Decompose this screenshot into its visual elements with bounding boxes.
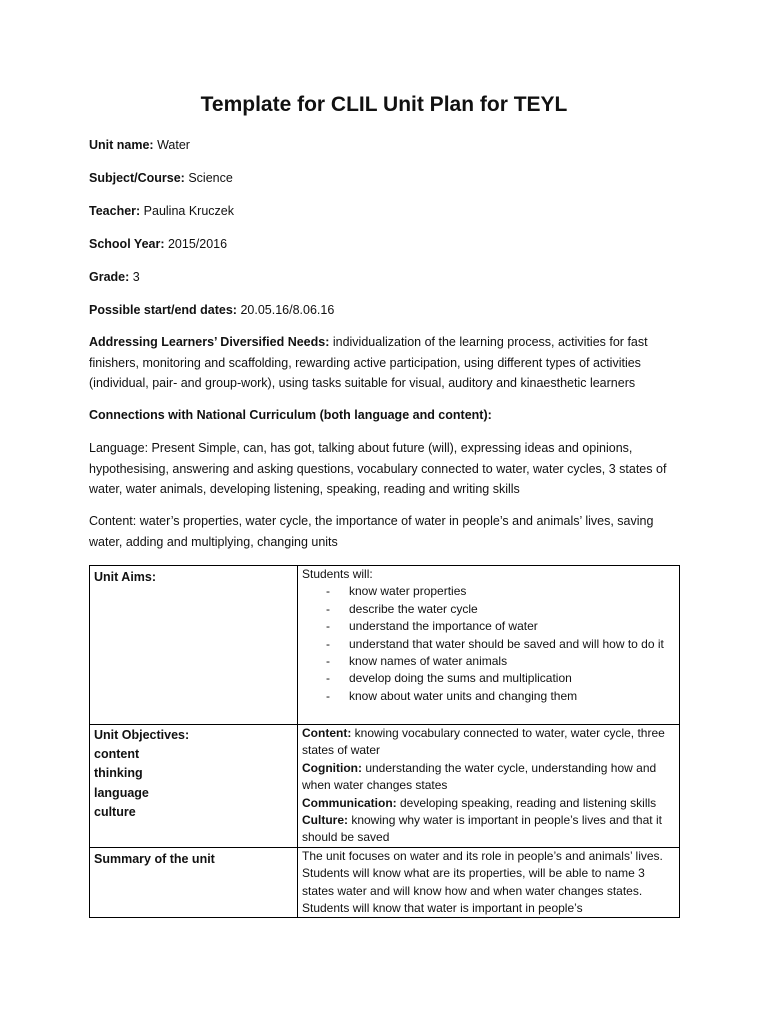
dash-bullet: - — [326, 671, 330, 686]
unit-objectives-cell — [298, 725, 680, 848]
unit-aims-row — [90, 566, 680, 725]
grade-field — [89, 270, 140, 284]
unit-objectives-label: Unit Objectives: content thinking language culture — [90, 725, 298, 848]
teacher-field — [89, 204, 234, 218]
teacher-label: Teacher: — [89, 204, 141, 218]
objective-culture: Culture: knowing why water is important in people’s lives and that it should be saved — [302, 813, 662, 845]
list-item: - know names of water animals — [302, 653, 675, 670]
list-item: - understand the importance of water — [302, 618, 675, 635]
teacher-value: Paulina Kruczek — [140, 204, 234, 218]
dash-bullet: - — [326, 636, 330, 651]
learners-needs-paragraph — [89, 332, 689, 394]
dash-bullet: - — [326, 601, 330, 616]
summary-label: Summary of the unit — [90, 847, 298, 918]
objective-content: Content: knowing vocabulary connected to water, water cycle, three states of water — [302, 726, 665, 758]
unit-aims-cell — [298, 566, 680, 725]
list-item: - know water properties — [302, 583, 675, 600]
language-paragraph: Language: Present Simple, can, has got, talking about future (will), expressing ideas and opinions, hypothesising, answering and asking questions, vocabulary connected to water, water cycles, 3 states of water, water animals, developing listening, speaking, reading and writing skills — [89, 441, 667, 496]
subject-label: Subject/Course: — [89, 171, 185, 185]
summary-cell: The unit focuses on water and its role in people’s and animals’ lives. Students will know what are its properties, will be able to name 3 states water and will know how and when water changes states. Students will know that water is important in people’s — [298, 847, 680, 918]
list-item: - develop doing the sums and multiplication — [302, 670, 675, 687]
unit-aims-intro: Students will: — [302, 567, 373, 581]
page-title: Template for CLIL Unit Plan for TEYL — [200, 93, 568, 116]
learners-needs-label: Addressing Learners’ Diversified Needs: — [89, 335, 330, 349]
dates-value: 20.05.16/8.06.16 — [236, 303, 335, 317]
grade-label: Grade: — [89, 270, 130, 284]
school-year-field — [89, 237, 227, 251]
unit-objectives-row — [90, 725, 680, 848]
dash-bullet: - — [326, 654, 330, 669]
list-item: - describe the water cycle — [302, 601, 675, 618]
dates-field — [89, 303, 334, 317]
dates-label: Possible start/end dates: — [89, 303, 237, 317]
unit-aims-label: Unit Aims: — [90, 566, 298, 725]
subject-field — [89, 171, 233, 185]
learners-needs-text: individualization of the learning process, activities for fast finishers, monitoring and scaffolding, rewarding active participation, using different types of activities (individual, pair- and group-work), using tasks suitable for visual, auditory and kinaesthetic learners — [89, 335, 648, 390]
dash-bullet: - — [326, 619, 330, 634]
dash-bullet: - — [326, 688, 330, 703]
unit-name-label: Unit name: — [89, 138, 154, 152]
school-year-value: 2015/2016 — [164, 237, 228, 251]
dash-bullet: - — [326, 584, 330, 599]
summary-row — [90, 847, 680, 918]
objective-cognition: Cognition: understanding the water cycle, understanding how and when water changes states — [302, 760, 657, 793]
unit-plan-table — [89, 565, 680, 918]
subject-value: Science — [184, 171, 233, 185]
school-year-label: School Year: — [89, 237, 165, 251]
connections-heading: Connections with National Curriculum (both language and content): — [89, 408, 492, 422]
unit-aims-list — [302, 583, 675, 705]
grade-value: 3 — [129, 270, 140, 284]
list-item: - know about water units and changing them — [302, 688, 675, 705]
objective-communication: Communication: developing speaking, reading and listening skills — [302, 795, 657, 810]
list-item: - understand that water should be saved and will how to do it — [302, 636, 675, 653]
unit-name-value: Water — [153, 138, 190, 152]
content-paragraph: Content: water’s properties, water cycle, the importance of water in people’s and animals’ lives, saving water, adding and multiplying, changing units — [89, 514, 654, 549]
unit-name-field — [89, 138, 190, 152]
